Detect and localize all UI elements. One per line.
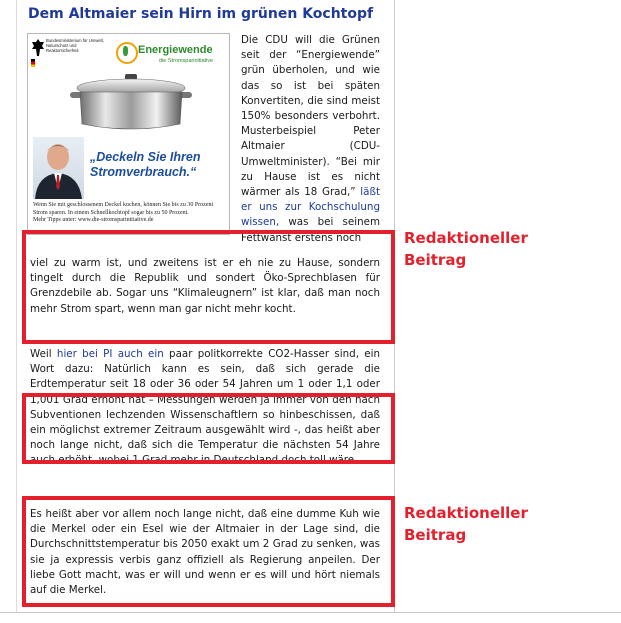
article-intro-text <box>241 33 380 246</box>
intro-text: Die CDU will die Grünen seit der “Energiewende” grün überholen, und wie das so ist bei späten Konvertiten, die sind meist 150% besonders verbohrt. Musterbeispiel Peter Altmaier (CDU-Umweltminister). “Bei mir zu Hause ist es nicht wärmer als 18 Grad,” <box>241 34 380 199</box>
divider <box>0 612 621 613</box>
flag-icon <box>31 59 35 67</box>
annotation-label-2-line-2: Beitrag <box>404 526 467 544</box>
eagle-icon <box>31 38 45 58</box>
minister-photo <box>33 137 84 199</box>
annotation-label-1 <box>404 227 528 271</box>
ad-brand-sub: die Stromsparinitiative <box>159 58 214 64</box>
para2-rest: paar politkorrekte CO2-Hasser sind, ein Wort dazu: Natürlich kann es sein, daß sich gerade die Erdtemperatur seit 18 oder 36 oder 54 Jahren um 1 oder 1,1 oder 1,001 Grad erhöht hat – Messungen werden ja immer von den nach Subventionen lechzenden Wissenschaftlern so hinbeschissen, daß ein möglichst extremer Zeitraum ausgewählt wird -, das heißt aber noch lange nicht, daß sich die Temperatur die nächsten 54 Jahre auch erhöht, wobei 1 Grad mehr in Deutschland doch toll wäre. <box>30 348 380 467</box>
article-paragraph-1: viel zu warm ist, und zweitens ist er eh nie zu Hause, sondern tingelt durch die Republik und sondert Öko-Sprechblasen für Grenzdebile ab. Sogar uns “Klimaleugnern” ist klar, daß man noch mehr Strom spart, wenn man gar nicht mehr kocht. <box>30 257 380 315</box>
highlight-box-2 <box>22 393 395 464</box>
advertisement-image[interactable] <box>27 33 230 235</box>
annotation-label-1-line-1: Redaktioneller <box>404 229 528 247</box>
cooking-pot-icon <box>66 72 196 134</box>
ad-slogan-line-1: „Deckeln Sie Ihren <box>90 150 201 164</box>
ad-slogan-line-2: Stromverbrauch.“ <box>90 165 197 179</box>
ad-small-text: Wenn Sie mit geschlossenem Deckel kochen, können Sie bis zu 30 Prozent Strom sparen. In einem Schnellkochtopf sogar bis zu 50 Prozent. <box>33 202 214 216</box>
ad-slogan <box>90 150 200 180</box>
highlight-box-1 <box>22 230 395 344</box>
article-title[interactable]: Dem Altmaier sein Hirn im grünen Kochtopf <box>28 6 374 22</box>
ad-brand: Energiewende <box>138 44 213 56</box>
para2-link[interactable]: hier bei PI auch ein <box>56 348 164 360</box>
ministry-label: Bundesministerium für Umwelt, Naturschutz und Reaktorsicherheit <box>46 38 104 53</box>
intro-text-end: was bei seinem Fettwanst erstens noch <box>241 216 380 244</box>
annotation-label-2 <box>404 502 528 546</box>
para2-start: Weil <box>30 348 57 360</box>
annotation-label-2-line-1: Redaktioneller <box>404 504 528 522</box>
article-paragraph-3: Es heißt aber vor allem noch lange nicht, daß eine dumme Kuh wie die Merkel oder ein Esel wie der Altmaier in der Lage sind, die Durchschnittstemperatur bis 2050 exakt um 2 Grad zu senken, was sie ja expressis verbis ganz offiziell als Regierung anpeilen. Der liebe Gott macht, was er will und wenn er es will und hört niemals auf die Merkel. <box>30 508 380 597</box>
energiewende-logo-icon <box>116 42 138 64</box>
ad-description <box>33 202 229 225</box>
annotation-label-1-line-2: Beitrag <box>404 251 467 269</box>
ad-more-tips: Mehr Tipps unter: www.die-stromsparinitiative.de <box>33 217 154 224</box>
intro-link[interactable]: läßt er uns zur Kochschulung wissen, <box>241 186 380 229</box>
highlight-box-3 <box>22 496 395 607</box>
